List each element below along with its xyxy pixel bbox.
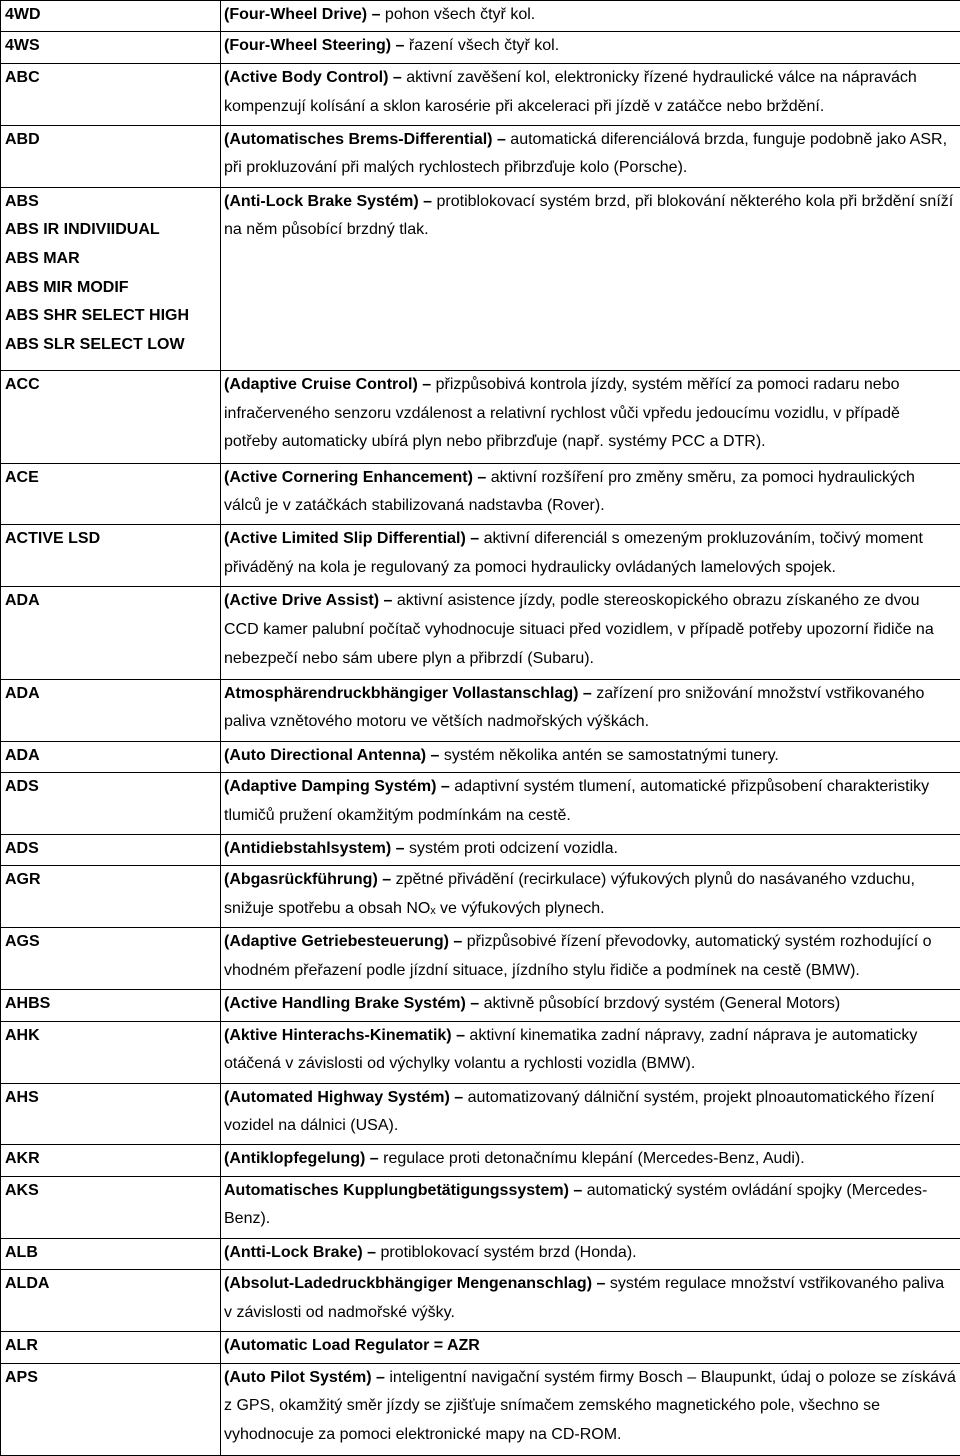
- abbreviation: ABS MAR: [5, 249, 80, 267]
- term-description: regulace proti detonačnímu klepání (Mercedes-Benz, Audi).: [383, 1150, 805, 1168]
- abbreviation-cell: [1, 463, 221, 525]
- term-name: (Antiklopfegelung): [224, 1150, 366, 1168]
- term-separator: –: [418, 192, 437, 210]
- glossary-row: [1, 928, 960, 990]
- term-description: protiblokovací systém brzd, při blokování některého kola při brždění sníží na něm působící brzdný tlak.: [224, 192, 954, 239]
- term-separator: –: [449, 1088, 468, 1106]
- term-description: řazení všech čtyř kol.: [408, 37, 560, 55]
- abbreviation: ACE: [5, 468, 39, 486]
- term-description: aktivní asistence jízdy, podle stereoskopického obrazu získaného ze dvou CCD kamer palubní počítač vyhodnocuje situaci před vozidlem, v případě potřeby upozorní řidiče na nebezpečí nebo sám ubere plyn a přibrzdí (Subaru).: [224, 592, 934, 667]
- term-description: pohon všech čtyř kol.: [384, 6, 536, 23]
- abbreviation: AHS: [5, 1088, 39, 1106]
- definition-cell: [221, 463, 960, 525]
- definition-cell: [221, 773, 960, 835]
- abbreviation: ADA: [5, 684, 40, 702]
- definition-cell: [221, 1332, 960, 1363]
- term-description: aktivní zavěšení kol, elektronicky řízené hydraulické válce na nápravách kompenzují kolísání a sklon karosérie při akceleraci při jízdě v zatáčce nebo brždění.: [224, 68, 917, 115]
- glossary-row: [1, 1176, 960, 1238]
- definition-cell: [221, 679, 960, 741]
- term-separator: –: [377, 871, 396, 889]
- term-separator: –: [391, 839, 409, 857]
- glossary-row: [1, 371, 960, 463]
- glossary-row: [1, 741, 960, 772]
- abbreviation: ABS MIR MODIF: [5, 278, 129, 296]
- term-name: (Auto Directional Antenna): [224, 746, 427, 764]
- glossary-row: [1, 1145, 960, 1176]
- abbreviation: ALB: [5, 1243, 38, 1261]
- term-name: (Active Limited Slip Differential): [224, 530, 466, 548]
- abbreviation: ABD: [5, 130, 40, 148]
- term-separator: –: [465, 530, 484, 548]
- term-name: (Active Body Control): [224, 68, 389, 86]
- definition-cell: [221, 1270, 960, 1332]
- abbreviation: ABC: [5, 68, 40, 86]
- abbreviation: ALR: [5, 1337, 38, 1355]
- term-description: protiblokovací systém brzd (Honda).: [380, 1243, 637, 1261]
- definition-cell: [221, 32, 960, 63]
- definition-cell: [221, 1238, 960, 1269]
- term-separator: –: [436, 778, 455, 795]
- abbreviation-cell: [1, 1021, 221, 1083]
- abbreviation-cell: [1, 1, 221, 32]
- abbreviation: ABS SHR SELECT HIGH: [5, 307, 190, 325]
- abbreviation: ABS SLR SELECT LOW: [5, 335, 185, 353]
- abbreviation: ADA: [5, 746, 40, 764]
- term-separator: –: [448, 933, 467, 951]
- definition-cell: [221, 1363, 960, 1455]
- abbreviation-cell: [1, 679, 221, 741]
- term-description: aktivní kinematika zadní nápravy, zadní náprava je automaticky otáčená v závislosti od výchylky volantu a rychlosti vozidla (BMW).: [224, 1026, 918, 1073]
- abbreviation-cell: [1, 834, 221, 865]
- glossary-row: [1, 834, 960, 865]
- abbreviation: 4WS: [5, 37, 40, 55]
- term-name: (Antti-Lock Brake): [224, 1243, 363, 1261]
- definition-cell: [221, 125, 960, 187]
- abbreviation: AHK: [5, 1026, 40, 1044]
- term-name: (Automated Highway Systém): [224, 1088, 450, 1106]
- abbreviation-cell: [1, 928, 221, 990]
- definition-cell: [221, 371, 960, 463]
- abbreviation: ALDA: [5, 1275, 50, 1293]
- abbreviation: ACC: [5, 376, 40, 394]
- abbreviation: ABS: [5, 192, 39, 210]
- definition-cell: [221, 1021, 960, 1083]
- definition-cell: [221, 525, 960, 587]
- term-description: automatický systém ovládání spojky (Mercedes-Benz).: [224, 1181, 928, 1228]
- term-description: systém několika antén se samostatnými tunery.: [443, 746, 779, 764]
- abbreviation-cell: [1, 1238, 221, 1269]
- term-separator: –: [465, 995, 484, 1013]
- abbreviation: AGR: [5, 871, 41, 889]
- term-name: Atmosphärendruckbhängiger Vollastanschlag): [224, 684, 579, 702]
- term-name: (Four-Wheel Drive): [224, 6, 368, 23]
- glossary-row: [1, 1238, 960, 1269]
- definition-cell: [221, 1145, 960, 1176]
- abbreviation-cell: [1, 187, 221, 371]
- term-separator: –: [417, 376, 436, 394]
- abbreviation-cell: [1, 1332, 221, 1363]
- glossary-row: [1, 1270, 960, 1332]
- term-description: systém proti odcizení vozidla.: [408, 839, 618, 857]
- abbreviation-cell: [1, 1363, 221, 1455]
- term-name: (Antidiebstahlsystem): [224, 839, 392, 857]
- term-name: (Auto Pilot Systém): [224, 1368, 372, 1386]
- abbreviation: AHBS: [5, 995, 51, 1013]
- term-description: aktivně působící brzdový systém (General Motors): [483, 995, 841, 1013]
- term-separator: –: [568, 1181, 587, 1199]
- term-name: (Aktive Hinterachs-Kinematik): [224, 1026, 452, 1044]
- term-name: (Anti-Lock Brake Systém): [224, 192, 419, 210]
- term-name: (Absolut-Ladedruckbhängiger Mengenanschlag): [224, 1275, 593, 1293]
- definition-cell: [221, 1176, 960, 1238]
- abbreviation-cell: [1, 1145, 221, 1176]
- abbreviation-cell: [1, 371, 221, 463]
- glossary-row: [1, 587, 960, 679]
- term-name: (Adaptive Getriebesteuerung): [224, 933, 449, 951]
- term-separator: –: [362, 1243, 381, 1261]
- glossary-row: [1, 32, 960, 63]
- term-name: (Adaptive Damping Systém): [224, 778, 437, 795]
- definition-cell: [221, 741, 960, 772]
- term-description: systém regulace množství vstřikovaného paliva v závislosti od nadmořské výšky.: [224, 1275, 945, 1321]
- glossary-row: [1, 187, 960, 371]
- term-description: zařízení pro snižování množství vstřikovaného paliva vznětového motoru ve větších nadmořských výškách.: [224, 684, 925, 731]
- term-name: (Adaptive Cruise Control): [224, 376, 418, 394]
- abbreviation: ABS IR INDIVIIDUAL: [5, 221, 160, 239]
- term-separator: –: [451, 1026, 470, 1044]
- term-separator: –: [371, 1368, 390, 1386]
- definition-cell: [221, 1083, 960, 1145]
- glossary-row: [1, 1021, 960, 1083]
- abbreviation-cell: [1, 866, 221, 928]
- term-name: (Automatic Load Regulator = AZR: [224, 1337, 480, 1355]
- abbreviation-cell: [1, 32, 221, 63]
- definition-cell: [221, 1, 960, 32]
- term-description: inteligentní navigační systém firmy Bosch – Blaupunkt, údaj o poloze se získává z GPS, okamžitý směr jízdy se zjišťuje snímačem zemského magnetického pole, všechno se vyhodnocuje za pomoci elektronické mapy na CD-ROM.: [224, 1368, 956, 1443]
- glossary-row: [1, 773, 960, 835]
- glossary-row: [1, 1363, 960, 1455]
- abbreviation-cell: [1, 63, 221, 125]
- abbreviation: AKR: [5, 1150, 40, 1168]
- term-description: přizpůsobivá kontrola jízdy, systém měřící za pomoci radaru nebo infračerveného senzoru vzdálenost a relativní rychlost vůči vpředu jedoucímu vozidlu, v případě potřeby automaticky ubírá plyn nebo přibrzďuje (např. systémy PCC a DTR).: [224, 376, 900, 451]
- definition-cell: [221, 834, 960, 865]
- abbreviation-cell: [1, 125, 221, 187]
- term-description: zpětné přivádění (recirkulace) výfukových plynů do nasávaného vzduchu, snižuje spotřebu a obsah NOₓ ve výfukových plynech.: [224, 871, 915, 917]
- term-name: (Four-Wheel Steering): [224, 37, 392, 55]
- abbreviation-cell: [1, 1176, 221, 1238]
- glossary-row: [1, 525, 960, 587]
- term-name: (Automatisches Brems-Differential): [224, 130, 493, 148]
- glossary-row: [1, 125, 960, 187]
- term-separator: –: [379, 592, 397, 610]
- glossary-row: [1, 63, 960, 125]
- term-name: (Active Cornering Enhancement): [224, 468, 473, 486]
- abbreviation: ACTIVE LSD: [5, 530, 101, 548]
- term-separator: –: [365, 1150, 384, 1168]
- glossary-row: [1, 463, 960, 525]
- term-name: Automatisches Kupplungbetätigungssystem): [224, 1181, 569, 1199]
- glossary-row: [1, 1, 960, 32]
- abbreviation-cell: [1, 990, 221, 1021]
- glossary-row: [1, 1332, 960, 1363]
- definition-cell: [221, 866, 960, 928]
- term-description: aktivní diferenciál s omezeným prokluzováním, točivý moment přiváděný na kola je regulovaný za pomoci hydraulicky ovládaných lamelových spojek.: [224, 530, 923, 577]
- definition-cell: [221, 928, 960, 990]
- term-separator: –: [426, 746, 444, 764]
- term-separator: –: [388, 68, 407, 86]
- abbreviation: ADA: [5, 592, 40, 610]
- abbreviation-cell: [1, 773, 221, 835]
- glossary-row: [1, 990, 960, 1021]
- term-description: aktivní rozšíření pro změny směru, za pomoci hydraulických válců je v zatáčkách stabilizovaná nadstavba (Rover).: [224, 468, 915, 515]
- definition-cell: [221, 990, 960, 1021]
- term-description: přizpůsobivé řízení převodovky, automatický systém rozhodující o vhodném přeřazení podle jízdní situace, jízdního stylu řidiče a podmínek na cestě (BMW).: [224, 933, 932, 979]
- abbreviation: ADS: [5, 778, 39, 795]
- definition-cell: [221, 187, 960, 371]
- abbreviation-cell: [1, 1083, 221, 1145]
- term-separator: –: [391, 37, 409, 55]
- term-name: (Active Drive Assist): [224, 592, 380, 610]
- term-separator: –: [592, 1275, 610, 1293]
- abbreviation: AKS: [5, 1181, 39, 1199]
- abbreviation-cell: [1, 1270, 221, 1332]
- term-description: automatizovaný dálniční systém, projekt plnoautomatického řízení vozidel na dálnici (USA).: [224, 1088, 935, 1135]
- term-separator: –: [492, 130, 511, 148]
- term-separator: –: [472, 468, 491, 486]
- term-description: adaptivní systém tlumení, automatické přizpůsobení charakteristiky tlumičů pružení okamžitým podmínkám na cestě.: [224, 778, 930, 824]
- abbreviation: AGS: [5, 933, 40, 951]
- term-name: (Abgasrückführung): [224, 871, 378, 889]
- glossary-row: [1, 866, 960, 928]
- abbreviation-cell: [1, 525, 221, 587]
- abbreviation: 4WD: [5, 6, 41, 23]
- definition-cell: [221, 63, 960, 125]
- term-description: automatická diferenciálová brzda, funguje podobně jako ASR, při prokluzování při malých rychlostech přibrzďuje kolo (Porsche).: [224, 130, 948, 177]
- definition-cell: [221, 587, 960, 679]
- abbreviation: ADS: [5, 839, 39, 857]
- glossary-row: [1, 1083, 960, 1145]
- abbreviation-cell: [1, 587, 221, 679]
- term-name: (Active Handling Brake Systém): [224, 995, 466, 1013]
- abbreviation: APS: [5, 1368, 38, 1386]
- term-separator: –: [578, 684, 597, 702]
- glossary-row: [1, 679, 960, 741]
- term-separator: –: [367, 6, 385, 23]
- glossary-rows: [1, 1, 960, 1456]
- abbreviation-cell: [1, 741, 221, 772]
